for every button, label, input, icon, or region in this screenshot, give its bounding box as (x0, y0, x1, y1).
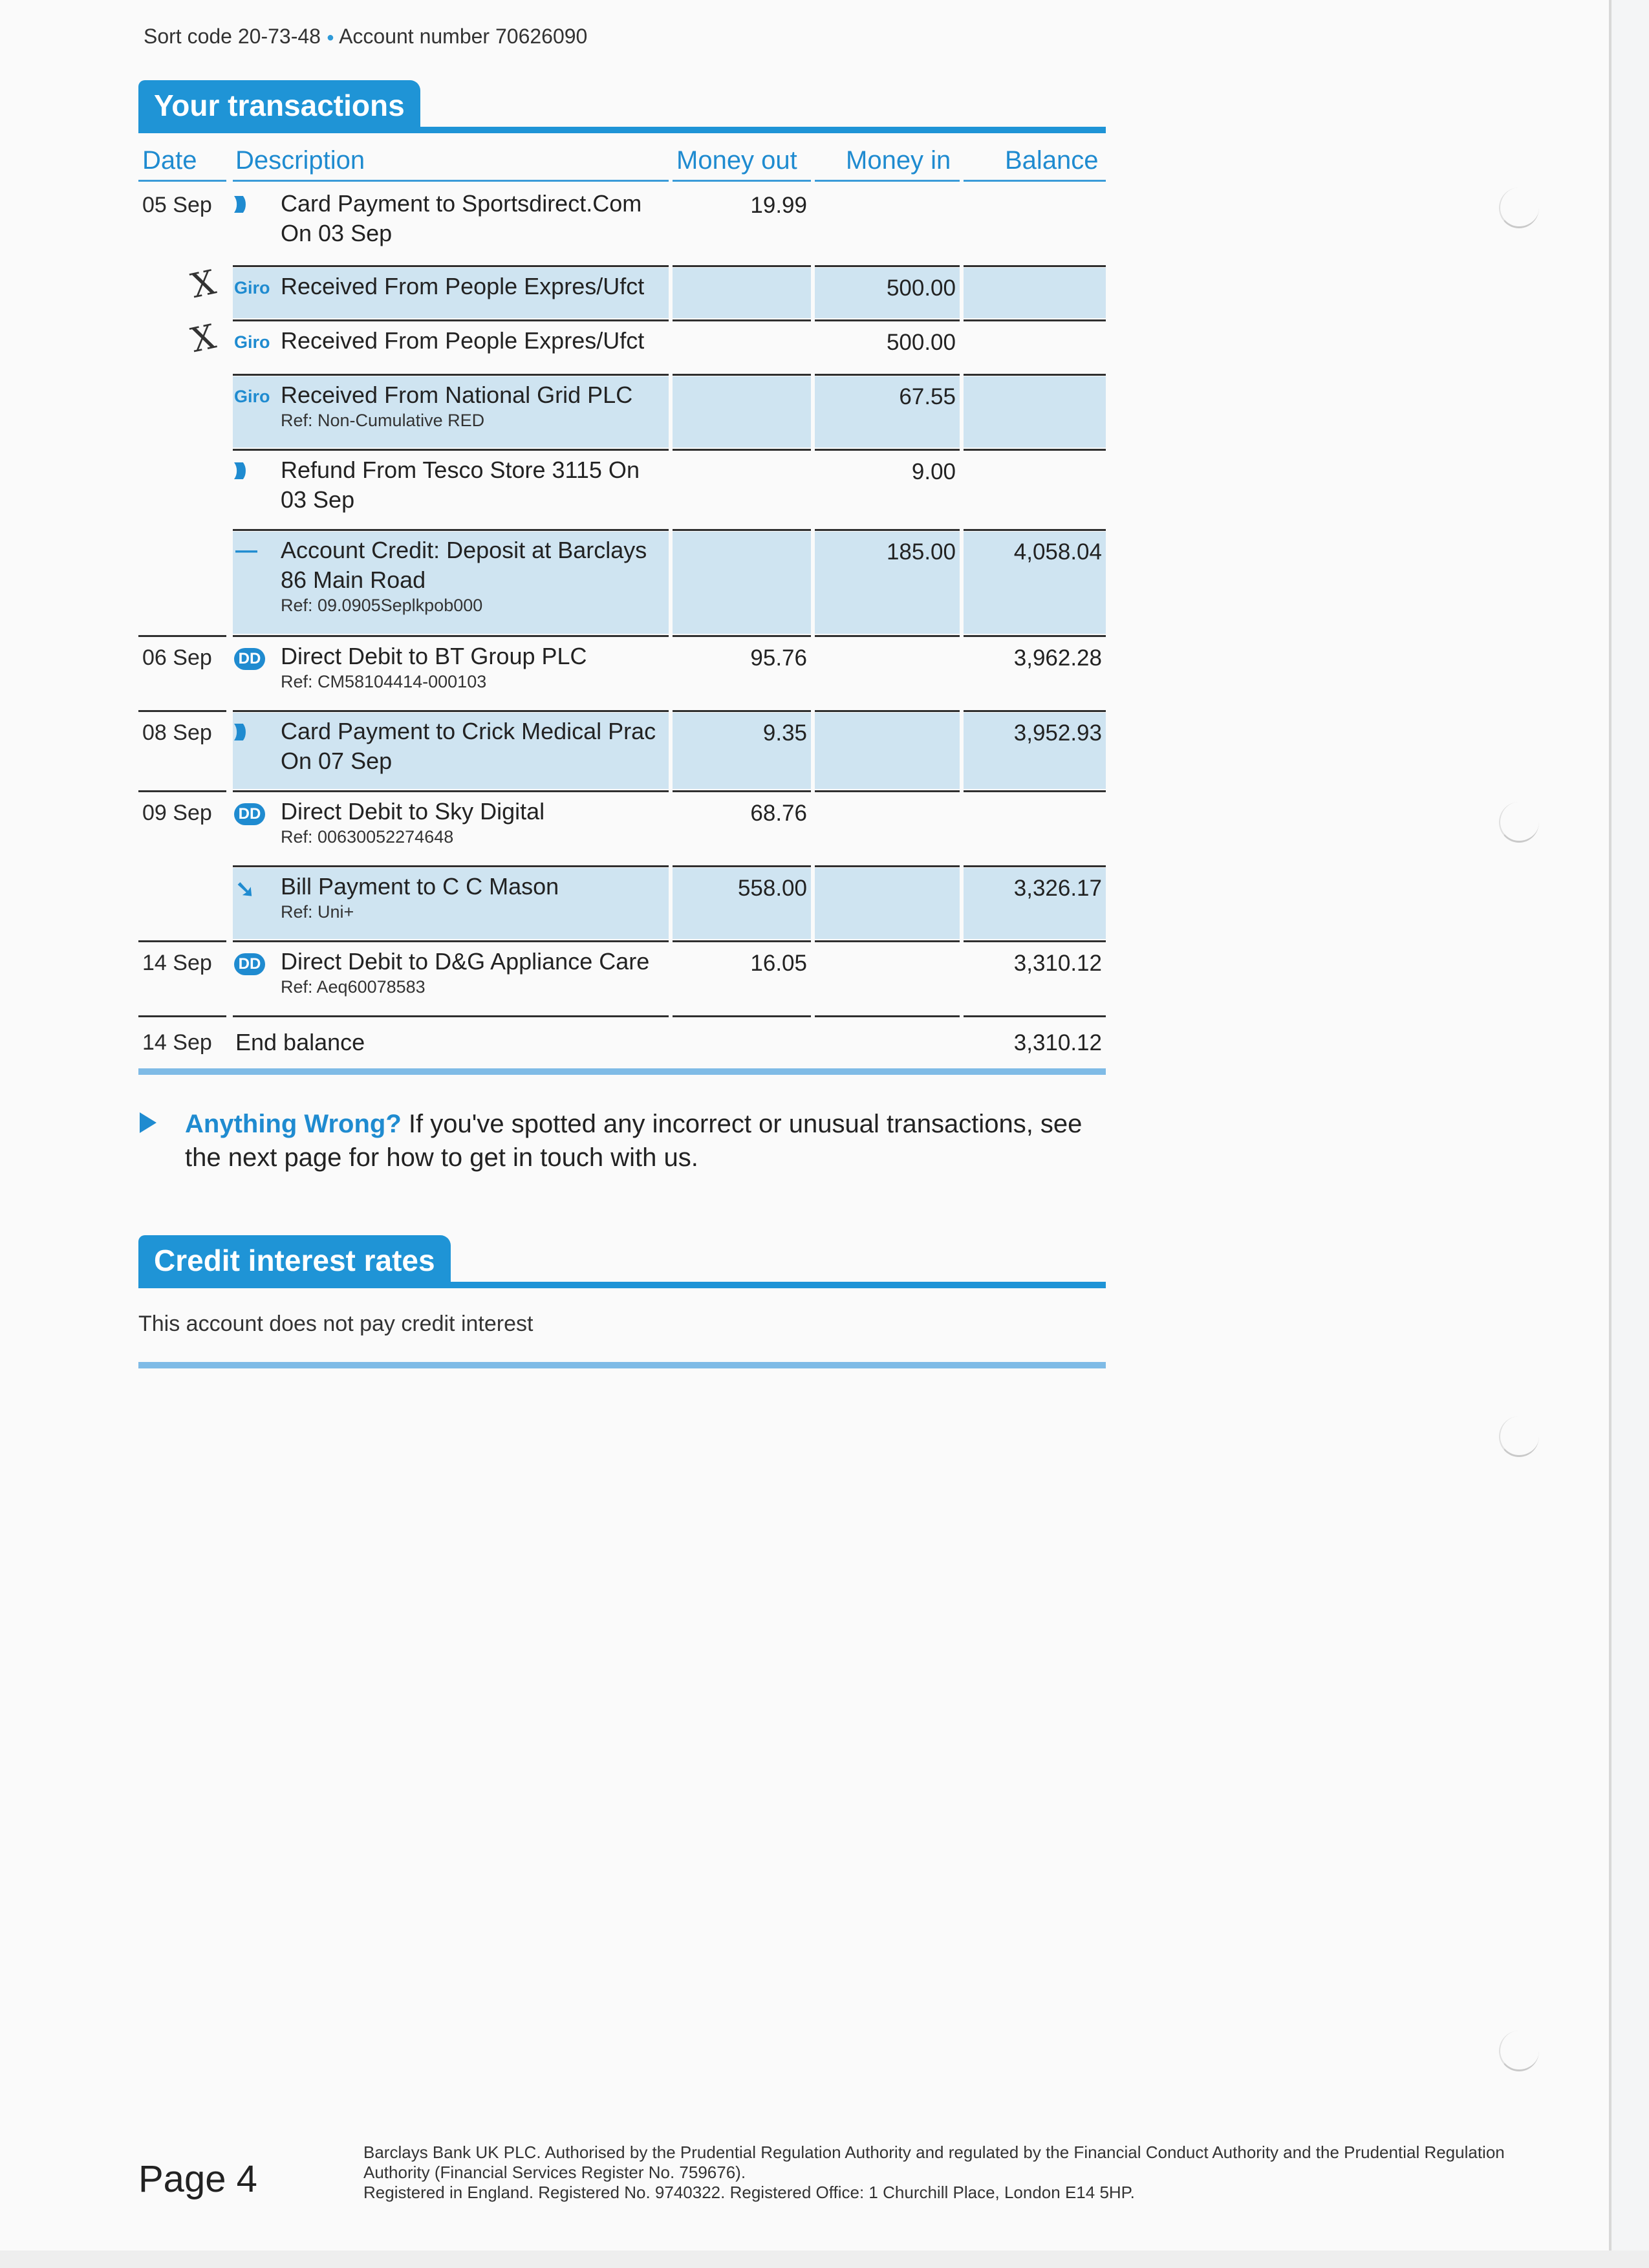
page-edge (1609, 0, 1611, 2268)
money-out-value: 16.05 (750, 951, 807, 976)
description-line: Bill Payment to C C Mason (281, 873, 559, 900)
arrow-icon (140, 1112, 156, 1133)
row-separator (233, 374, 669, 376)
row-separator (815, 790, 960, 792)
row-description (281, 717, 669, 776)
contactless-icon: )))) (234, 459, 243, 479)
row-separator (138, 1015, 226, 1017)
bill-payment-icon: ➘ (235, 876, 255, 902)
reference: Ref: Non-Cumulative RED (281, 411, 485, 430)
row-separator (233, 865, 669, 867)
row-separator (815, 529, 960, 531)
row-separator (964, 635, 1106, 637)
row-separator (673, 1015, 811, 1017)
money-out-value: 558.00 (737, 876, 807, 901)
row-separator (138, 790, 226, 792)
header-underline (964, 180, 1106, 182)
giro-icon: Giro (234, 332, 270, 352)
description-line: 03 Sep (281, 486, 355, 513)
money-out-value: 19.99 (750, 193, 807, 218)
row-separator (233, 790, 669, 792)
balance-value: 3,310.12 (1013, 951, 1102, 976)
row-separator (673, 710, 811, 712)
transactions-heading (138, 80, 1106, 133)
handwritten-mark: X (188, 263, 219, 307)
end-balance-label: End balance (235, 1029, 365, 1055)
header-underline (138, 180, 226, 182)
contactless-icon: )))) (234, 193, 243, 213)
row-separator (233, 529, 669, 531)
row-separator (964, 529, 1106, 531)
reference: Ref: 09.0905Seplkpob000 (281, 596, 483, 615)
reference: Ref: Uni+ (281, 902, 354, 922)
dash-icon: — (235, 538, 257, 563)
row-description (281, 272, 669, 301)
footer-line-1: Barclays Bank UK PLC. Authorised by the Prudential Regulation Authority and regulated by the Financial Conduct Authority and the Prudential Regulation Authority (Financial Services Register No. 759676). (363, 2143, 1505, 2182)
row-shade (964, 376, 1106, 448)
row-separator (815, 374, 960, 376)
description-line: Card Payment to Crick Medical Prac (281, 718, 656, 744)
row-separator (233, 1015, 669, 1017)
credit-heading (138, 1235, 1106, 1288)
punch-hole (1499, 2031, 1539, 2071)
account-details (144, 25, 587, 49)
row-separator (673, 865, 811, 867)
punch-hole (1499, 1416, 1539, 1457)
anything-wrong-notice (185, 1107, 1116, 1174)
row-description (281, 642, 669, 692)
direct-debit-icon: DD (234, 953, 265, 975)
row-separator (815, 449, 960, 451)
header-underline (673, 180, 811, 182)
description-line: Received From People Expres/Ufct (281, 327, 645, 354)
end-balance-value: 3,310.12 (1013, 1030, 1102, 1055)
row-separator (233, 710, 669, 712)
table-end-rule (138, 1068, 1106, 1075)
balance-value: 3,962.28 (1013, 645, 1102, 671)
row-separator (673, 449, 811, 451)
row-separator (138, 940, 226, 942)
description-line: Refund From Tesco Store 3115 On (281, 457, 640, 483)
money-in-value: 500.00 (886, 330, 956, 355)
footer-line-2: Registered in England. Registered No. 9740322. Registered Office: 1 Churchill Place, London E14 5HP. (363, 2183, 1135, 2202)
row-description (281, 872, 669, 922)
reference: Ref: CM58104414-000103 (281, 672, 487, 691)
description-line: 86 Main Road (281, 567, 426, 593)
row-separator (815, 319, 960, 321)
row-separator (233, 265, 669, 267)
row-separator (673, 265, 811, 267)
row-date: 06 Sep (142, 645, 212, 670)
money-out-value: 95.76 (750, 645, 807, 671)
reference: Ref: 00630052274648 (281, 827, 454, 847)
punch-hole (1499, 188, 1539, 228)
col-header-money-out: Money out (676, 146, 797, 175)
punch-hole (1499, 802, 1539, 843)
handwritten-mark: X (188, 317, 219, 361)
row-separator (815, 865, 960, 867)
giro-icon: Giro (234, 278, 270, 297)
row-description (281, 947, 669, 997)
credit-title: Credit interest rates (138, 1235, 451, 1286)
anything-wrong-title: Anything Wrong? (185, 1110, 402, 1138)
separator-dot: ● (326, 30, 334, 45)
row-description (281, 455, 669, 515)
money-out-value: 9.35 (762, 720, 807, 746)
row-separator (815, 940, 960, 942)
row-separator (138, 710, 226, 712)
row-shade (815, 868, 960, 939)
row-separator (964, 940, 1106, 942)
balance-value: 3,326.17 (1013, 876, 1102, 901)
row-shade (815, 713, 960, 789)
scan-bottom-edge (0, 2251, 1649, 2268)
money-in-value: 185.00 (886, 539, 956, 565)
money-in-value: 67.55 (899, 384, 956, 409)
row-shade (673, 268, 811, 318)
contactless-icon: )))) (234, 720, 243, 740)
row-date: 09 Sep (142, 801, 212, 825)
page-number: Page 4 (138, 2158, 257, 2200)
row-description (281, 797, 669, 847)
balance-value: 3,952.93 (1013, 720, 1102, 746)
row-separator (673, 635, 811, 637)
row-separator (815, 1015, 960, 1017)
transactions-title: Your transactions (138, 80, 420, 131)
row-separator (138, 635, 226, 637)
row-separator (964, 265, 1106, 267)
description-line: Account Credit: Deposit at Barclays (281, 537, 647, 563)
row-separator (964, 449, 1106, 451)
giro-icon: Giro (234, 387, 270, 406)
row-separator (233, 635, 669, 637)
row-separator (964, 1015, 1106, 1017)
header-underline (815, 180, 960, 182)
row-separator (815, 265, 960, 267)
row-separator (673, 790, 811, 792)
row-shade (673, 376, 811, 448)
col-header-money-in: Money in (846, 146, 951, 175)
row-separator (673, 940, 811, 942)
row-description (281, 380, 669, 431)
description-line: On 07 Sep (281, 748, 393, 774)
row-separator (964, 865, 1106, 867)
row-separator (964, 790, 1106, 792)
direct-debit-icon: DD (234, 648, 265, 670)
row-separator (673, 319, 811, 321)
reference: Ref: Aeq60078583 (281, 977, 426, 997)
balance-value: 4,058.04 (1013, 539, 1102, 565)
money-in-value: 500.00 (886, 275, 956, 301)
credit-note: This account does not pay credit interest (138, 1312, 534, 1336)
row-date: 08 Sep (142, 720, 212, 745)
description-line: Direct Debit to Sky Digital (281, 798, 545, 825)
end-balance-date: 14 Sep (142, 1030, 212, 1055)
row-separator (964, 710, 1106, 712)
row-shade (673, 532, 811, 634)
row-separator (673, 374, 811, 376)
row-separator (815, 635, 960, 637)
col-header-balance: Balance (1005, 146, 1099, 175)
row-description (281, 189, 669, 248)
row-date: 05 Sep (142, 193, 212, 217)
row-separator (233, 319, 669, 321)
row-description (281, 535, 669, 616)
heading-rule (138, 1282, 1106, 1288)
row-description (281, 326, 669, 356)
credit-end-rule (138, 1362, 1106, 1368)
description-line: Received From National Grid PLC (281, 382, 633, 408)
sort-code: Sort code 20-73-48 (144, 25, 321, 48)
account-number: Account number 70626090 (339, 25, 588, 48)
description-line: Card Payment to Sportsdirect.Com (281, 190, 642, 217)
row-separator (964, 374, 1106, 376)
row-date: 14 Sep (142, 951, 212, 975)
description-line: On 03 Sep (281, 220, 393, 246)
row-separator (964, 319, 1106, 321)
col-header-description: Description (235, 146, 365, 175)
direct-debit-icon: DD (234, 803, 265, 825)
row-separator (233, 940, 669, 942)
money-in-value: 9.00 (911, 459, 956, 484)
description-line: Direct Debit to BT Group PLC (281, 643, 587, 669)
heading-rule (138, 127, 1106, 133)
row-shade (964, 268, 1106, 318)
anything-wrong-text: If you've spotted any incorrect or unusual transactions, see the next page for how to get in touch with us. (185, 1110, 1083, 1172)
col-header-date: Date (142, 146, 197, 175)
legal-footer (363, 2143, 1527, 2203)
row-separator (233, 449, 669, 451)
money-out-value: 68.76 (750, 801, 807, 826)
row-separator (673, 529, 811, 531)
description-line: Direct Debit to D&G Appliance Care (281, 948, 650, 975)
row-separator (815, 710, 960, 712)
description-line: Received From People Expres/Ufct (281, 273, 645, 299)
header-underline (233, 180, 669, 182)
